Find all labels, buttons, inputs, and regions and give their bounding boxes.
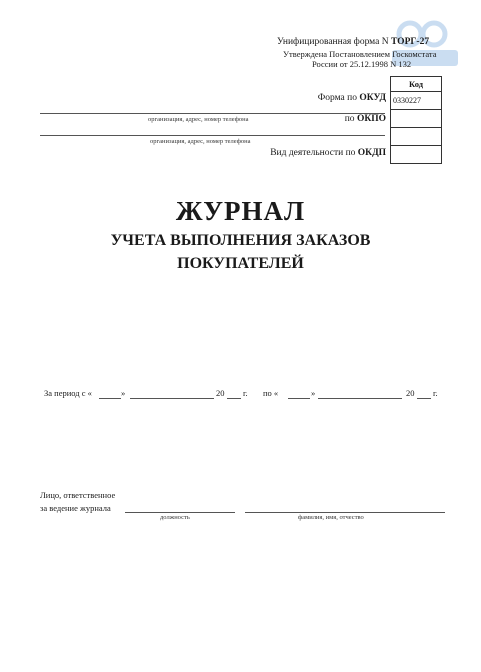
responsible-label-1: Лицо, ответственное [40, 490, 116, 500]
approval-line: Утверждена Постановлением Госкомстата [283, 49, 437, 59]
period-to-year-blank [417, 398, 431, 399]
okpo-label [345, 114, 386, 124]
okud-value: 0330227 [391, 92, 442, 110]
period-from-close: » [121, 388, 126, 398]
period-to-year-suffix: г. [433, 388, 438, 398]
document-subtitle-1: УЧЕТА ВЫПОЛНЕНИЯ ЗАКАЗОВ [110, 232, 371, 249]
code-header: Код [391, 77, 442, 92]
period-to-year-prefix: 20 [406, 388, 415, 398]
okpo-code-label: ОКПО [356, 114, 386, 124]
period-to-month-blank [318, 398, 402, 399]
responsible-label-2: за ведение журнала [40, 503, 111, 513]
period-from-year-blank [227, 398, 241, 399]
blank-code-cell [391, 128, 442, 146]
document-title: ЖУРНАЛ [175, 196, 306, 226]
okpo-prefix: по [344, 114, 357, 124]
okud-prefix: Форма по [317, 93, 360, 103]
responsible-position-caption: должность [160, 514, 190, 521]
org-line-1 [40, 113, 385, 114]
okud-code-label: ОКУД [359, 93, 386, 103]
period-to-close: » [311, 388, 316, 398]
period-from-month-blank [130, 398, 214, 399]
org-caption-2: организация, адрес, номер телефона [150, 138, 251, 145]
period-from-year-suffix: г. [243, 388, 248, 398]
responsible-position-blank [125, 512, 235, 513]
code-table [390, 76, 442, 164]
okdp-label [270, 148, 386, 158]
period-to-label: по « [263, 388, 279, 398]
period-from-year-prefix: 20 [216, 388, 225, 398]
responsible-name-caption: фамилия, имя, отчество [298, 514, 364, 521]
period-from-label: За период с « [44, 388, 92, 398]
okdp-value-cell [391, 146, 442, 164]
okud-label [318, 93, 386, 103]
okpo-value-cell [391, 110, 442, 128]
okdp-code-label: ОКДП [357, 148, 386, 158]
form-id-prefix: Унифицированная форма N [277, 37, 391, 47]
okdp-prefix: Вид деятельности по [270, 148, 358, 158]
org-caption-1: организация, адрес, номер телефона [148, 116, 249, 123]
period-from-day-blank [99, 398, 121, 399]
approval-date-line: России от 25.12.1998 N 132 [312, 59, 412, 69]
form-id-line [277, 37, 429, 47]
document-subtitle-2: ПОКУПАТЕЛЕЙ [177, 255, 304, 272]
responsible-name-blank [245, 512, 445, 513]
form-id-code: ТОРГ-27 [390, 37, 430, 47]
org-line-2 [40, 135, 385, 136]
period-to-day-blank [288, 398, 310, 399]
